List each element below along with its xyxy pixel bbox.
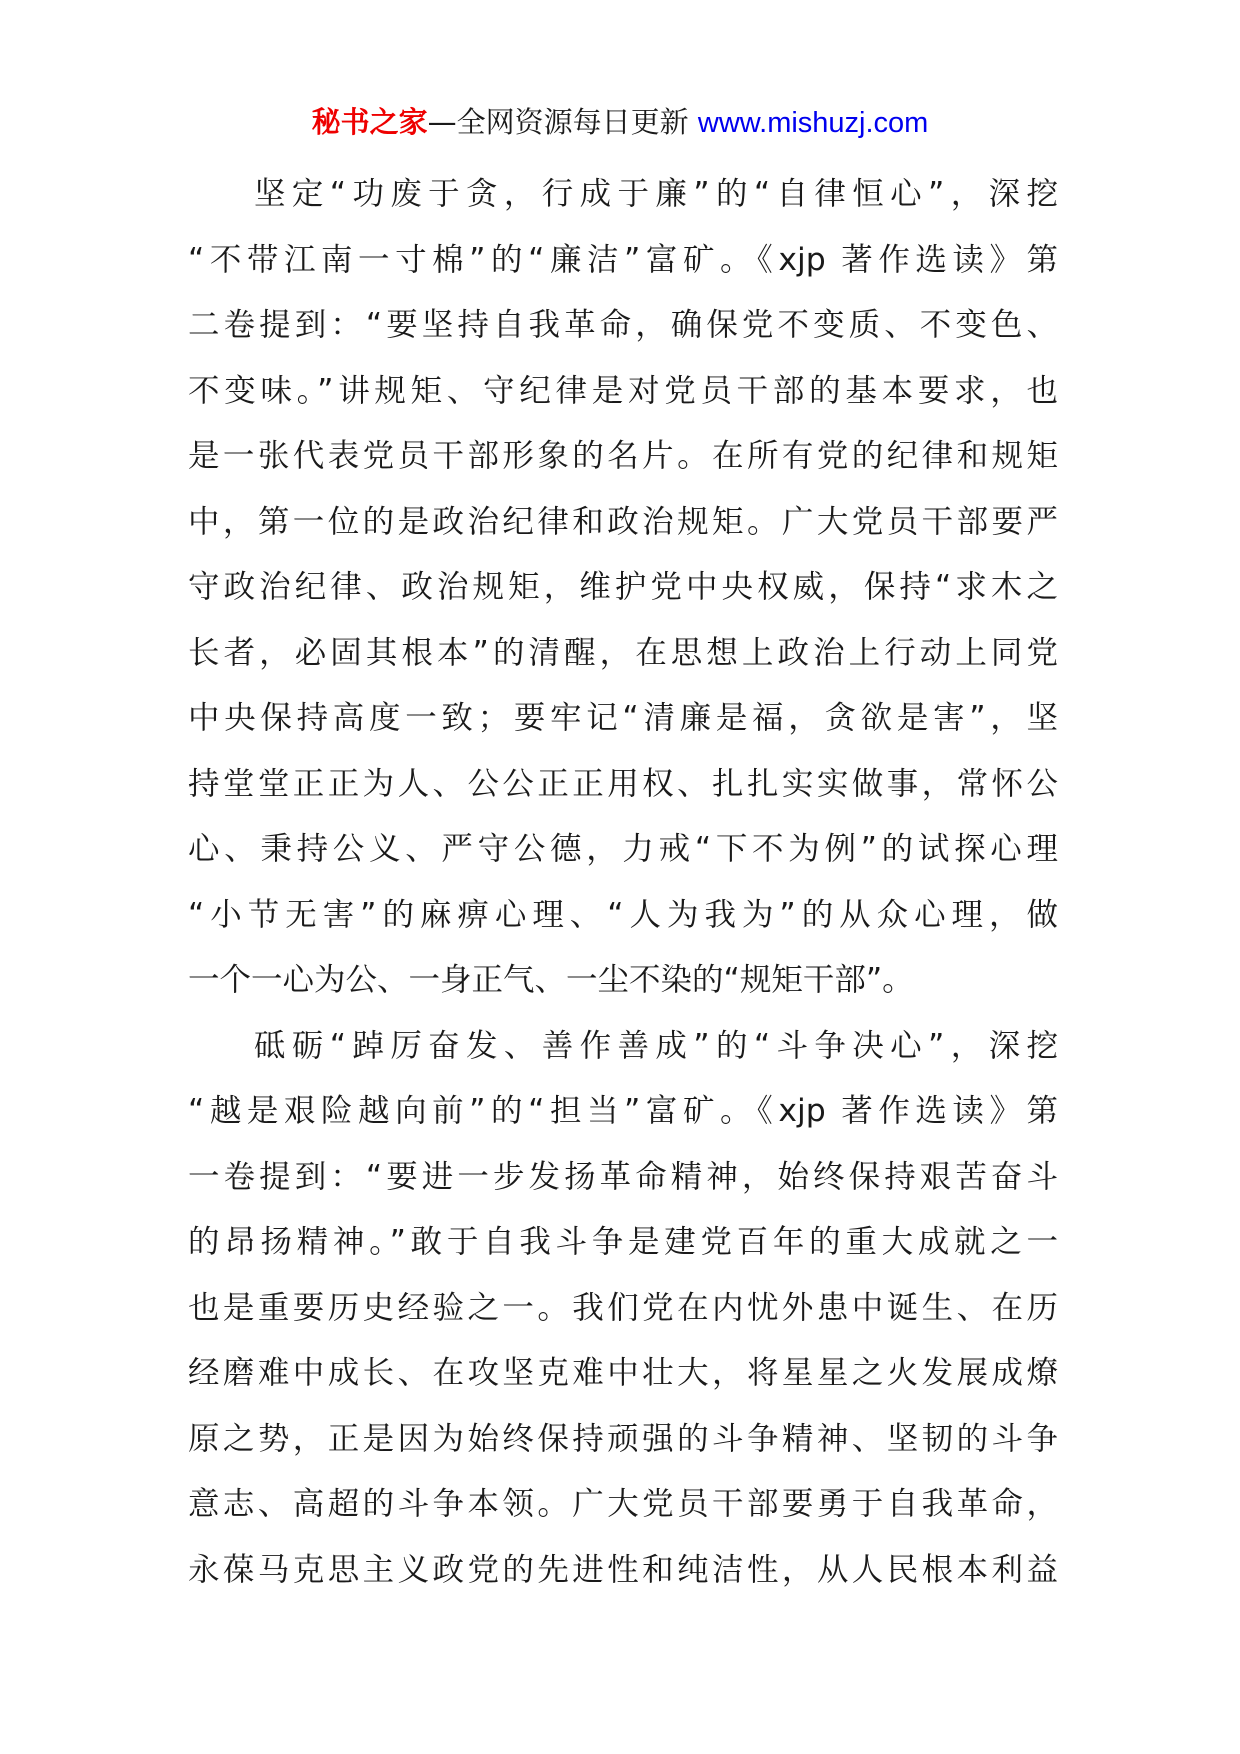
text-line: 一个一心为公、一身正气、一尘不染的“规矩干部”。 (188, 962, 914, 998)
text-line: 永葆马克思主义政党的先进性和纯洁性，从人民根本利益 (188, 1551, 1058, 1588)
text-line: 意志、高超的斗争本领。广大党员干部要勇于自我革命， (188, 1486, 1058, 1522)
text-line: “越是艰险越向前”的“担当”富矿。《xjp 著作选读》第 (188, 1093, 1058, 1129)
text-line: 是一张代表党员干部形象的名片。在所有党的纪律和规矩 (188, 438, 1058, 474)
page-header (0, 102, 1240, 143)
text-line: 二卷提到：“要坚持自我革命，确保党不变质、不变色、 (188, 307, 1058, 343)
paragraph-1 (188, 162, 1058, 1014)
text-line: 中，第一位的是政治纪律和政治规矩。广大党员干部要严 (188, 503, 1058, 540)
text-line: 长者，必固其根本”的清醒，在思想上政治上行动上同党 (188, 634, 1058, 671)
text-line: 一卷提到：“要进一步发扬革命精神，始终保持艰苦奋斗 (188, 1158, 1058, 1195)
paragraph-2 (188, 1014, 1058, 1604)
text-line: 不变味。”讲规矩、守纪律是对党员干部的基本要求，也 (188, 372, 1058, 409)
text-line: 原之势，正是因为始终保持顽强的斗争精神、坚韧的斗争 (188, 1420, 1058, 1457)
text-line: 持堂堂正正为人、公公正正用权、扎扎实实做事，常怀公 (188, 765, 1058, 802)
text-line: 心、秉持公义、严守公德，力戒“下不为例”的试探心理 (188, 831, 1058, 867)
text-line: 的昂扬精神。”敢于自我斗争是建党百年的重大成就之一 (188, 1224, 1058, 1260)
text-line: 坚定“功废于贪，行成于廉”的“自律恒心”，深挖 (254, 176, 1058, 212)
text-line: “小节无害”的麻痹心理、“人为我为”的从众心理，做 (188, 896, 1058, 933)
header-tagline: —全网资源每日更新 (427, 105, 689, 139)
text-line: 中央保持高度一致；要牢记“清廉是福，贪欲是害”，坚 (188, 700, 1058, 736)
text-line: 经磨难中成长、在攻坚克难中壮大，将星星之火发展成燎 (188, 1355, 1058, 1391)
brand-name: 秘书之家 (311, 105, 428, 139)
document-body (188, 162, 1058, 1603)
text-line: 守政治纪律、政治规矩，维护党中央权威，保持“求木之 (188, 569, 1058, 605)
text-line: “不带江南一寸棉”的“廉洁”富矿。《xjp 著作选读》第 (188, 241, 1058, 278)
text-line: 砥砺“踔厉奋发、善作善成”的“斗争决心”，深挖 (254, 1027, 1058, 1064)
site-url-link[interactable]: www.mishuzj.com (697, 107, 929, 139)
text-line: 也是重要历史经验之一。我们党在内忧外患中诞生、在历 (188, 1289, 1058, 1326)
